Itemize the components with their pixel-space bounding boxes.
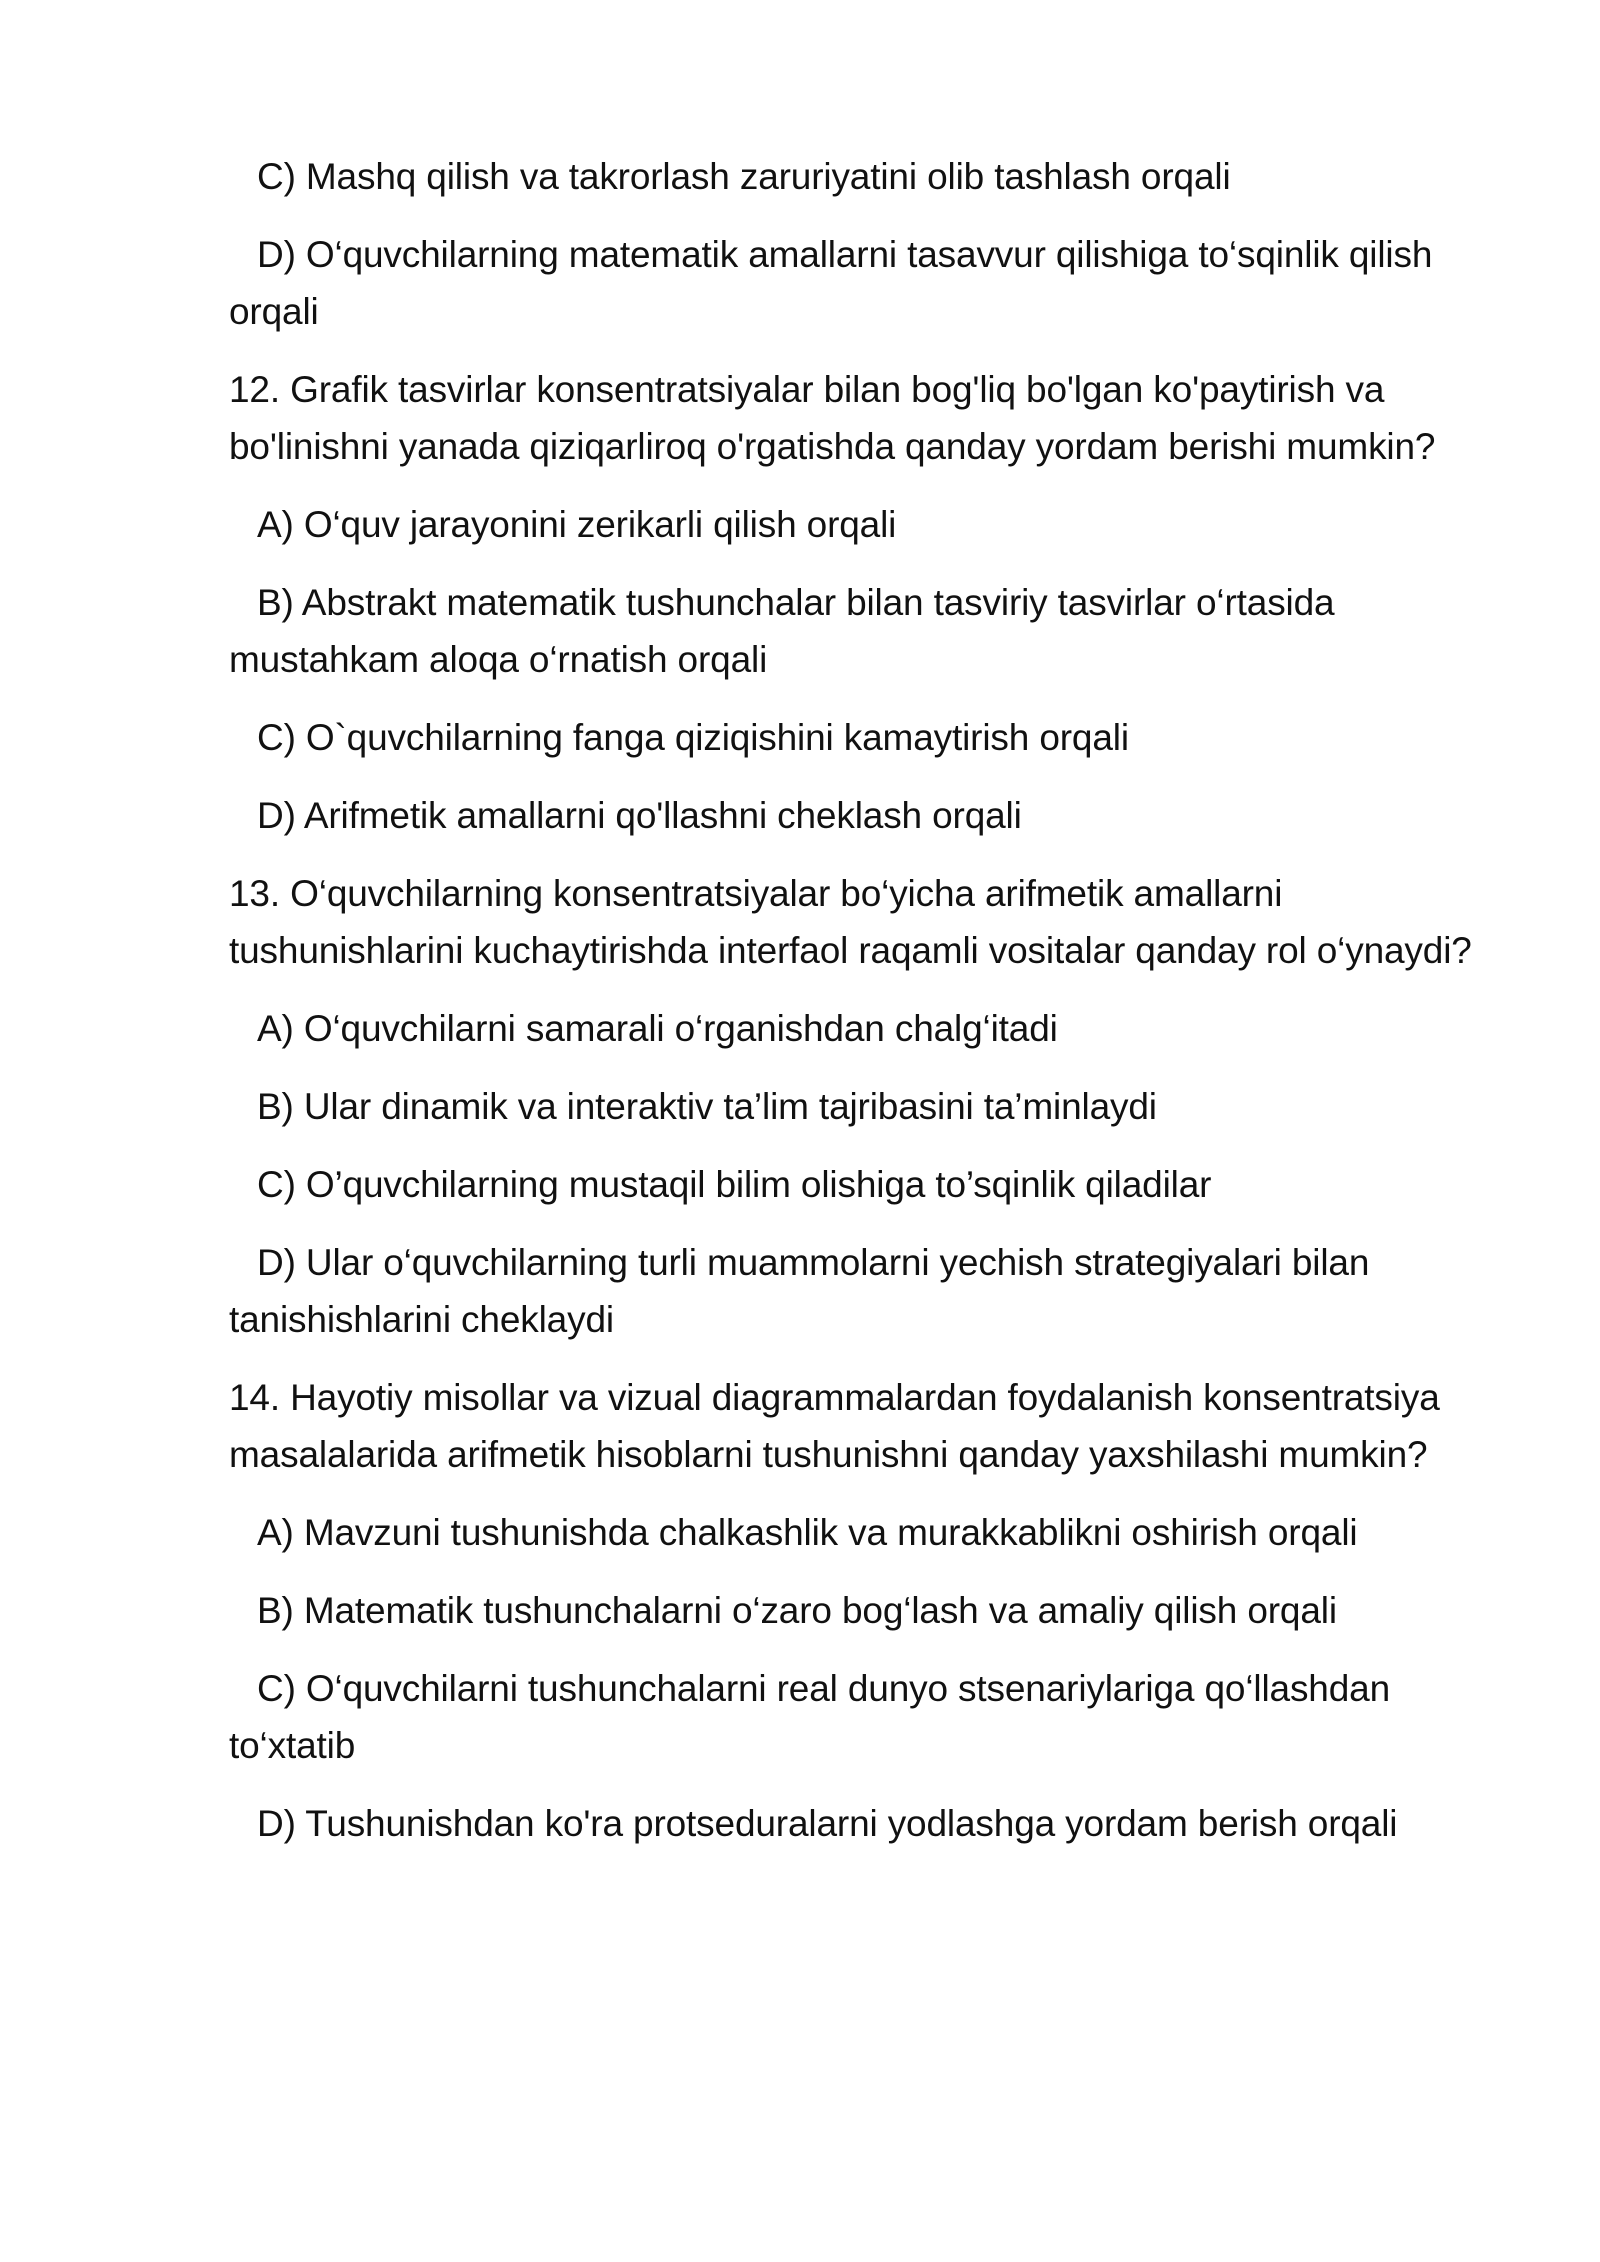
document-body — [229, 148, 1490, 1873]
answer-option: D) Ular o‘quvchilarning turli muammolarni yechish strategiyalari bilan tanishishlarini cheklaydi — [229, 1242, 1370, 1340]
answer-option: A) O‘quv jarayonini zerikarli qilish orqali — [257, 504, 897, 545]
answer-option: B) Abstrakt matematik tushunchalar bilan tasviriy tasvirlar o‘rtasida mustahkam aloqa o‘rnatish orqali — [229, 582, 1335, 680]
answer-option: D) Tushunishdan ko'ra protseduralarni yodlashga yordam berish orqali — [257, 1803, 1398, 1844]
answer-option: D) Arifmetik amallarni qo'llashni cheklash orqali — [257, 795, 1022, 836]
answer-option: C) O’quvchilarning mustaqil bilim olishiga to’sqinlik qiladilar — [257, 1164, 1212, 1205]
answer-option: B) Matematik tushunchalarni o‘zaro bog‘lash va amaliy qilish orqali — [257, 1590, 1337, 1631]
question-text: 13. O‘quvchilarning konsentratsiyalar bo‘yicha arifmetik amallarni tushunishlarini kuchaytirishda interfaol raqamli vositalar qanday rol o‘ynaydi? — [229, 873, 1472, 971]
answer-option: A) Mavzuni tushunishda chalkashlik va murakkablikni oshirish orqali — [257, 1512, 1358, 1553]
answer-option: B) Ular dinamik va interaktiv ta’lim tajribasini ta’minlaydi — [257, 1086, 1157, 1127]
question-text: 12. Grafik tasvirlar konsentratsiyalar bilan bog'liq bo'lgan ko'paytirish va bo'linishni yanada qiziqarliroq o'rgatishda qanday yordam berishi mumkin? — [229, 369, 1436, 467]
answer-option: D) O‘quvchilarning matematik amallarni tasavvur qilishiga to‘sqinlik qilish orqali — [229, 234, 1433, 332]
answer-option: C) Mashq qilish va takrorlash zaruriyatini olib tashlash orqali — [257, 156, 1231, 197]
answer-option: A) O‘quvchilarni samarali o‘rganishdan chalg‘itadi — [257, 1008, 1058, 1049]
answer-option: C) O`quvchilarning fanga qiziqishini kamaytirish orqali — [257, 717, 1129, 758]
question-text: 14. Hayotiy misollar va vizual diagrammalardan foydalanish konsentratsiya masalalarida arifmetik hisoblarni tushunishni qanday yaxshilashi mumkin? — [229, 1377, 1440, 1475]
answer-option: C) O‘quvchilarni tushunchalarni real dunyo stsenariylariga qo‘llashdan to‘xtatib — [229, 1668, 1391, 1766]
